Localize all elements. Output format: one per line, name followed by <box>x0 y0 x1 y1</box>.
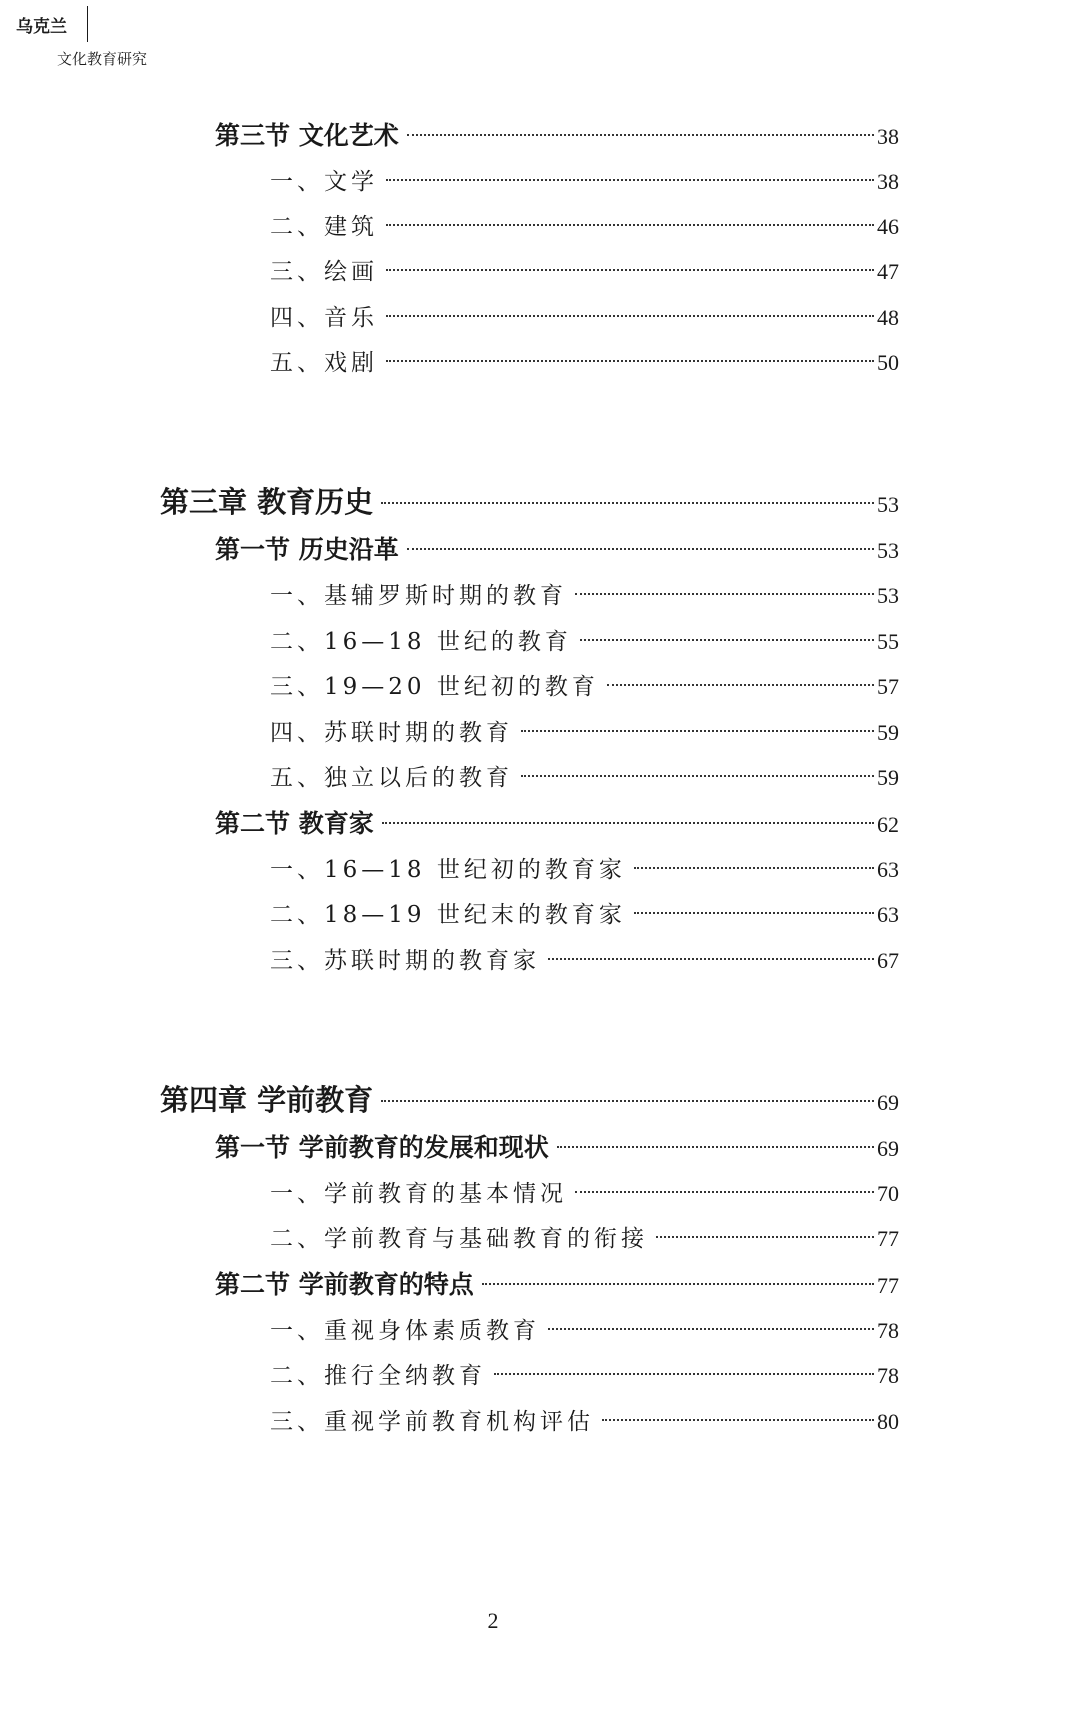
toc-section-label: 第二节 学前教育的特点 <box>215 1270 474 1299</box>
toc-item-entry[interactable] <box>270 298 899 338</box>
toc-item-label: 二、16—18 世纪的教育 <box>270 629 572 655</box>
toc-section-entry[interactable] <box>215 804 899 844</box>
toc-page-number: 80 <box>877 1409 899 1434</box>
toc-section-entry[interactable] <box>215 530 899 570</box>
dot-leader <box>634 912 874 914</box>
toc-page-number: 38 <box>877 169 899 194</box>
toc-page-number: 67 <box>877 948 899 973</box>
dot-leader <box>634 867 874 869</box>
dot-leader <box>382 822 874 824</box>
toc-page-number: 38 <box>877 124 899 149</box>
toc-item-entry[interactable] <box>270 941 899 981</box>
toc-chapter-label: 第三章 教育历史 <box>160 485 374 519</box>
toc-item-label: 三、重视学前教育机构评估 <box>270 1409 594 1435</box>
toc-page-number: 63 <box>877 902 899 927</box>
dot-leader <box>607 684 874 686</box>
toc-page-number: 62 <box>877 812 899 837</box>
toc-page-number: 46 <box>877 214 899 239</box>
toc-item-label: 三、19—20 世纪初的教育 <box>270 674 599 700</box>
toc-item-entry[interactable] <box>270 1219 899 1259</box>
toc-page-number: 59 <box>877 720 899 745</box>
toc-chapter-entry[interactable] <box>160 482 899 522</box>
toc-page-number: 78 <box>877 1318 899 1343</box>
toc-page-number: 59 <box>877 765 899 790</box>
toc-page-number: 63 <box>877 857 899 882</box>
toc-item-label: 五、独立以后的教育 <box>270 765 513 791</box>
toc-chapter-label: 第四章 学前教育 <box>160 1083 374 1117</box>
toc-section-label: 第二节 教育家 <box>215 809 374 838</box>
dot-leader <box>548 958 874 960</box>
toc-item-label: 五、戏剧 <box>270 350 378 376</box>
toc-page-number: 50 <box>877 350 899 375</box>
dot-leader <box>548 1328 874 1330</box>
toc-page-number: 69 <box>877 1090 899 1115</box>
dot-leader <box>386 315 874 317</box>
toc-section-label: 第一节 学前教育的发展和现状 <box>215 1133 549 1162</box>
toc-item-label: 二、学前教育与基础教育的衔接 <box>270 1226 648 1252</box>
dot-leader <box>575 1191 874 1193</box>
dot-leader <box>386 269 874 271</box>
toc-item-entry[interactable] <box>270 1402 899 1442</box>
dot-leader <box>381 502 874 504</box>
toc-item-label: 一、学前教育的基本情况 <box>270 1181 567 1207</box>
dot-leader <box>386 360 874 362</box>
toc-page-number: 77 <box>877 1273 899 1298</box>
dot-leader <box>407 548 874 550</box>
toc-page-number: 78 <box>877 1363 899 1388</box>
toc-item-label: 一、重视身体素质教育 <box>270 1318 540 1344</box>
dot-leader <box>521 775 874 777</box>
dot-leader <box>602 1419 874 1421</box>
dot-leader <box>575 593 874 595</box>
toc-section-label: 第一节 历史沿革 <box>215 535 399 564</box>
page-number: 2 <box>487 1608 499 1633</box>
toc-item-entry[interactable] <box>270 1356 899 1396</box>
toc-page-number: 48 <box>877 305 899 330</box>
toc-item-entry[interactable] <box>270 895 899 935</box>
toc-page-number: 53 <box>877 538 899 563</box>
toc-item-label: 三、绘画 <box>270 259 378 285</box>
toc-item-label: 三、苏联时期的教育家 <box>270 948 540 974</box>
dot-leader <box>521 730 874 732</box>
toc-item-label: 一、16—18 世纪初的教育家 <box>270 857 626 883</box>
toc-item-label: 二、建筑 <box>270 214 378 240</box>
toc-page-number: 47 <box>877 259 899 284</box>
toc-page-number: 53 <box>877 583 899 608</box>
toc-page-number: 57 <box>877 674 899 699</box>
dot-leader <box>381 1100 874 1102</box>
toc-item-entry[interactable] <box>270 343 899 383</box>
toc-page-number: 53 <box>877 492 899 517</box>
toc-item-entry[interactable] <box>270 758 899 798</box>
toc-page-number: 69 <box>877 1136 899 1161</box>
toc-item-label: 四、音乐 <box>270 305 378 331</box>
dot-leader <box>580 639 874 641</box>
toc-section-entry[interactable] <box>215 1128 899 1168</box>
running-header <box>0 0 300 80</box>
book-subtitle: 文化教育研究 <box>57 50 148 68</box>
toc-item-entry[interactable] <box>270 850 899 890</box>
toc-page-number: 55 <box>877 629 899 654</box>
toc-item-entry[interactable] <box>270 1174 899 1214</box>
dot-leader <box>386 224 874 226</box>
dot-leader <box>557 1146 874 1148</box>
dot-leader <box>656 1236 874 1238</box>
toc-item-entry[interactable] <box>270 1311 899 1351</box>
toc-item-label: 二、18—19 世纪末的教育家 <box>270 902 626 928</box>
toc-page-number: 77 <box>877 1226 899 1251</box>
toc-item-entry[interactable] <box>270 713 899 753</box>
toc-item-label: 一、基辅罗斯时期的教育 <box>270 583 567 609</box>
toc-section-entry[interactable] <box>215 116 899 156</box>
toc-item-entry[interactable] <box>270 252 899 292</box>
toc-chapter-entry[interactable] <box>160 1080 899 1120</box>
toc-section-entry[interactable] <box>215 1265 899 1305</box>
toc-page-number: 70 <box>877 1181 899 1206</box>
toc-item-entry[interactable] <box>270 622 899 662</box>
toc-item-entry[interactable] <box>270 162 899 202</box>
dot-leader <box>494 1373 874 1375</box>
toc-section-label: 第三节 文化艺术 <box>215 121 399 150</box>
dot-leader <box>482 1283 874 1285</box>
toc-item-label: 一、文学 <box>270 169 378 195</box>
dot-leader <box>407 134 874 136</box>
toc-item-entry[interactable] <box>270 576 899 616</box>
toc-item-label: 二、推行全纳教育 <box>270 1363 486 1389</box>
header-divider <box>87 6 88 42</box>
book-title: 乌克兰 <box>16 17 67 37</box>
toc-item-entry[interactable] <box>270 207 899 247</box>
toc-item-entry[interactable] <box>270 667 899 707</box>
dot-leader <box>386 179 874 181</box>
toc-item-label: 四、苏联时期的教育 <box>270 720 513 746</box>
